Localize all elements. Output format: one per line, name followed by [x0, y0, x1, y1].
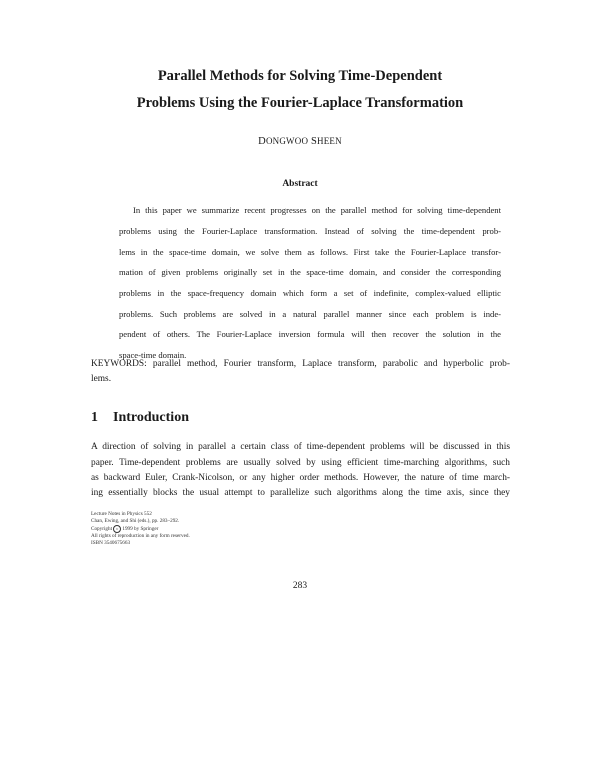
abstract-line: space-time domain.: [119, 350, 187, 360]
keywords-line-1: [91, 358, 510, 371]
abstract-line: lems in the space-time domain, we solve them as follows. First take the Fourier-Laplace transfor-: [119, 247, 501, 257]
abstract-line: problems in the space-frequency domain which form a set of indefinite, complex-valued elliptic: [119, 288, 501, 298]
author-last-initial: S: [310, 136, 318, 147]
copyright-icon: c: [113, 525, 121, 533]
footnote-copyright-text: 1999 by Springer: [122, 526, 159, 533]
intro-line: as backward Euler, Crank-Nicolson, or any higher order methods. However, the nature of time march-: [91, 473, 510, 483]
keywords-line-2: lems.: [91, 374, 112, 384]
footnote-series: Lecture Notes in Physics 552: [91, 511, 152, 517]
abstract-line: mation of given problems originally set in the space-time domain, and consider the corresponding: [119, 267, 501, 277]
abstract-heading: Abstract: [282, 179, 318, 189]
author-first-rest: ONGWOO: [265, 136, 309, 146]
paper-title-line-2: Problems Using the Fourier-Laplace Transformation: [136, 95, 464, 111]
intro-line: paper. Time-dependent problems are usually solved by using efficient time-marching algorithms, such: [91, 458, 510, 468]
footnote-isbn: ISBN 3540675663: [91, 540, 131, 546]
author-name: [60, 136, 540, 147]
keywords-label: KEYWORDS:: [91, 359, 147, 369]
paper-title-line-1: Parallel Methods for Solving Time-Dependent: [157, 68, 443, 84]
abstract-line: In this paper we summarize recent progresses on the parallel method for solving time-dependent: [133, 205, 501, 215]
page-number: 283: [292, 581, 308, 591]
intro-line: A direction of solving in parallel a certain class of time-dependent problems will be discussed in this: [91, 442, 510, 452]
author-last-rest: HEEN: [317, 136, 342, 146]
abstract-line: problems using the Fourier-Laplace transformation. Instead of solving the time-dependent prob-: [119, 226, 501, 236]
footnote-copyright: Copyright c 1999 by Springer: [91, 526, 159, 533]
abstract-line: problems. Such problems are solved in a natural parallel manner since each problem is inde-: [119, 309, 501, 319]
section-number: 1: [91, 410, 98, 425]
keywords-text: parallel method, Fourier transform, Laplace transform, parabolic and hyperbolic prob-: [152, 359, 510, 369]
section-heading: [91, 410, 189, 426]
footnote-editors: Chan, Ewing, and Shi (eds.), pp. 283–292.: [91, 518, 180, 524]
intro-line: ing essentially blocks the usual attempt to parallelize such algorithms along the time axis, since they: [91, 488, 510, 498]
section-title: Introduction: [113, 410, 189, 425]
abstract-line: pendent of others. The Fourier-Laplace inversion formula will then recover the solution in the: [119, 329, 501, 339]
footnote-rights: All rights of reproduction in any form reserved.: [91, 533, 190, 539]
author-first-initial: D: [258, 136, 266, 147]
